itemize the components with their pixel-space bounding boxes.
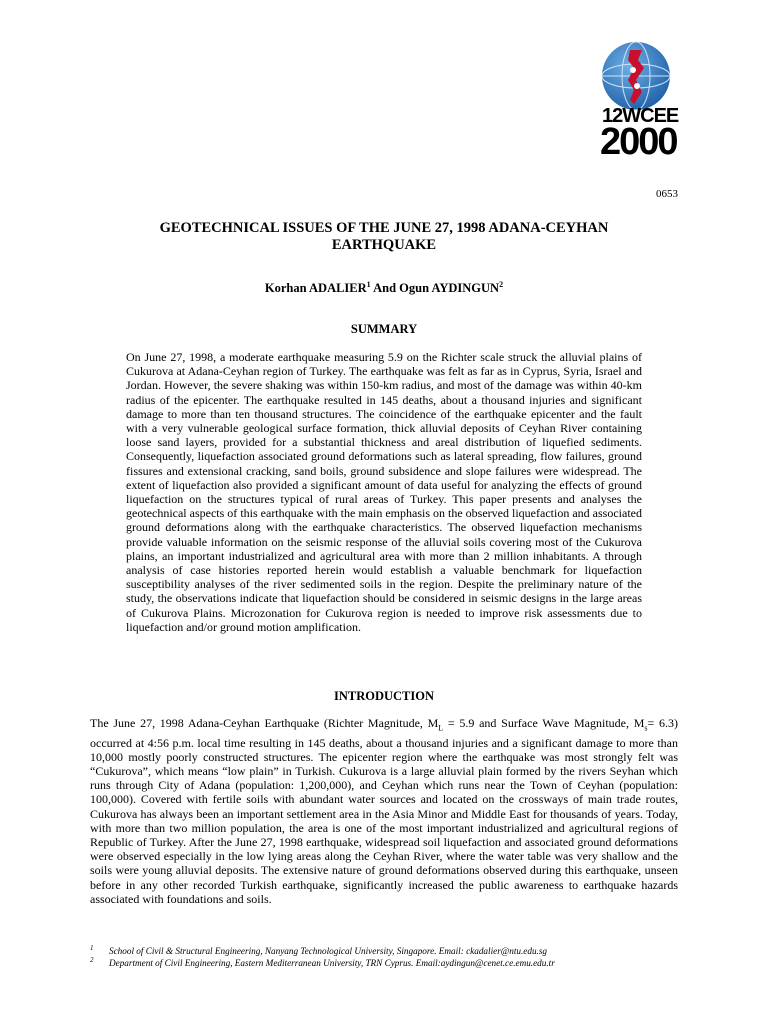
footnotes [90,946,555,969]
logo-acronym: 12WCEE [602,105,679,127]
paper-title [90,220,678,254]
globe-icon [600,40,672,112]
title-line-2: EARTHQUAKE [331,237,437,253]
logo-year: 2000 [600,121,677,163]
paper-number: 0653 [656,188,678,200]
introduction-heading: INTRODUCTION [333,689,434,703]
author-2-mark: 2 [499,280,504,289]
footnote-1-mark: 1 [90,944,94,952]
intro-part-3: = 6.3) occurred at 4:56 p.m. local time resulting in 145 deaths, about a thousand injuries and a significant damage to more than 10,000 mostly poorly constructed structures. The epicenter region where the earthquake was most strongly felt was “Cukurova”, which means “low plain” in Turkish. Cukurova is a large alluvial plain formed by the rivers Seyhan which runs through City of Adana (population: 1,200,000), and Ceyhan which runs near the Town of Ceyhan (population: 100,000). Covered with fertile soils with abundant water sources and located on the crossways of main trade routes, Cukurova has always been an important settlement area in the Asia Minor and Middle East for thousands of years. Today, with more than two million population, the area is one of the most important industrialized and agricultural regions of Republic of Turkey. After the June 27, 1998 earthquake, widespread soil liquefaction and associated ground deformations were observed especially in the low lying areas along the Ceyhan River, where the water table was very shallow and the soils were young alluvial deposits. The extensive nature of ground deformations observed during this earthquake, unseen before in any other recorded Turkish earthquake, significantly increased the public awareness to earthquake hazards associated with foundations and soils. [90,716,678,906]
summary-heading: SUMMARY [350,322,418,336]
conference-logo [598,40,679,163]
summary-paragraph: On June 27, 1998, a moderate earthquake measuring 5.9 on the Richter scale struck the alluvial plains of Cukurova at Adana-Ceyhan region of Turkey. The earthquake was felt as far as in Cyprus, Syria, Israel and Jordan. However, the severe shaking was within 150-km radius, and most of the damage was within 40-km radius of the epicenter. The earthquake resulted in 145 deaths, about a thousand injuries and significant damage to more than ten thousand structures. The coincidence of the earthquake epicenter and the fault with a very vulnerable geological surface formation, thick alluvial deposits of Ceyhan River containing loose sand layers, provided for a substantial thickness and areal distribution of liquefied sediments. Consequently, liquefaction associated ground deformations such as lateral spreading, flow failures, ground fissures and extensional cracking, sand boils, ground subsidence and slope failures were widespread. The extent of liquefaction also provided a significant amount of data useful for analyzing the effects of ground liquefaction on the structures typical of rural areas of Turkey. This paper presents and analyses the geotechnical aspects of this earthquake with the main emphasis on the observed liquefaction and associated ground deformations along with the earthquake characteristics. The observed liquefaction mechanisms provide valuable information on the seismic response of the alluvial soils covering most of the Cukurova plains, an important industrialized and agricultural area with more than 2 million inhabitants. A through analysis of case histories reported herein would establish a valuable benchmark for liquefaction susceptibility analyses of the river sedimented soils in the region. Despite the preliminary nature of the study, the observations indicate that liquefaction should be considered in seismic designs in the large areas of Cukurova Plains. Microzonation for Cukurova region is needed to improve risk assessments due to liquefaction and/or ground motion amplification. [126,350,642,634]
footnote-1 [90,946,555,958]
title-line-1: GEOTECHNICAL ISSUES OF THE JUNE 27, 1998 ADANA-CEYHAN [159,220,609,236]
footnote-2 [90,955,555,970]
author-2-name: Ogun AYDINGUN [399,281,500,296]
intro-sub-2: s [644,723,648,733]
author-join: And [370,281,400,296]
intro-sub-1: L [438,723,444,733]
footnote-1-text: School of Civil & Structural Engineering, Nanyang Technological University, Singapore. Email: ckadalier@ntu.edu.sg [109,946,548,956]
introduction-paragraph [90,716,678,906]
author-line [90,280,678,296]
author-1-mark: 1 [366,280,371,289]
intro-part-2: = 5.9 and Surface Wave Magnitude, M [443,716,645,730]
author-1-name: Korhan ADALIER [264,281,367,296]
intro-part-1: The June 27, 1998 Adana-Ceyhan Earthquake (Richter Magnitude, M [90,716,439,730]
footnote-2-mark: 2 [90,955,94,964]
footnote-2-text: Department of Civil Engineering, Eastern Mediterranean University, TRN Cyprus. Email:aydingun@cenet.ce.emu.edu.tr [109,957,555,968]
